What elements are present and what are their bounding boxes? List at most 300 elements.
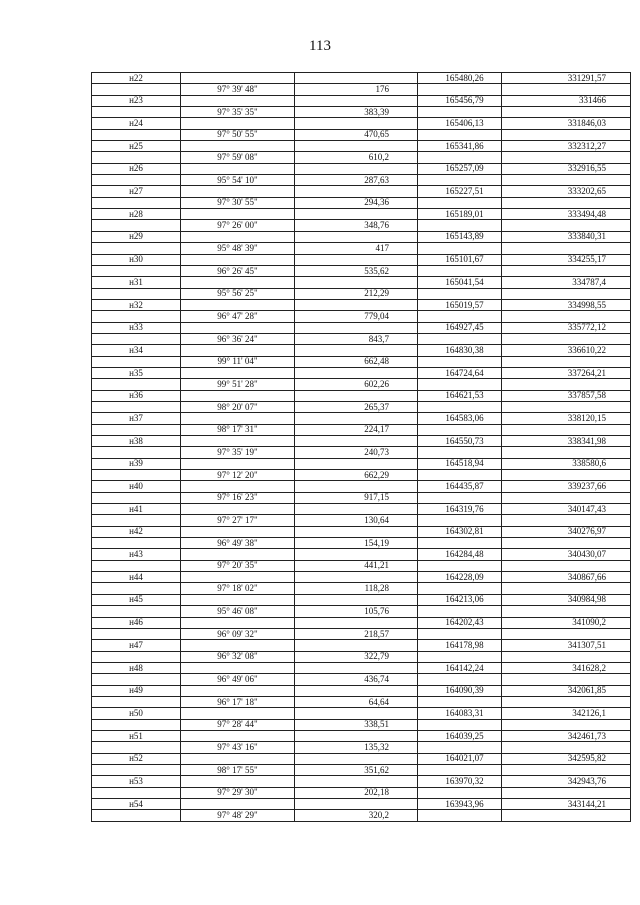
empty-cell — [181, 504, 295, 515]
empty-cell — [181, 345, 295, 356]
direction-angle: 97° 18' 02" — [181, 583, 295, 594]
empty-cell — [295, 776, 418, 787]
empty-cell — [418, 220, 502, 231]
empty-cell — [92, 787, 181, 798]
empty-cell — [418, 379, 502, 390]
point-row — [92, 413, 631, 424]
y-coordinate: 331466 — [502, 95, 631, 106]
direction-angle: 97° 43' 16" — [181, 742, 295, 753]
x-coordinate: 164550,73 — [418, 436, 502, 447]
empty-cell — [295, 572, 418, 583]
y-coordinate: 341628,2 — [502, 662, 631, 673]
point-name: н46 — [92, 617, 181, 628]
y-coordinate: 334998,55 — [502, 299, 631, 310]
empty-cell — [181, 73, 295, 84]
x-coordinate: 163943,96 — [418, 799, 502, 810]
point-row — [92, 254, 631, 265]
empty-cell — [181, 163, 295, 174]
point-name: н33 — [92, 322, 181, 333]
y-coordinate: 332312,27 — [502, 141, 631, 152]
empty-cell — [502, 379, 631, 390]
empty-cell — [92, 288, 181, 299]
direction-angle: 97° 12' 20" — [181, 470, 295, 481]
segment-row — [92, 764, 631, 775]
y-coordinate: 332916,55 — [502, 163, 631, 174]
empty-cell — [502, 538, 631, 549]
empty-cell — [92, 651, 181, 662]
empty-cell — [181, 254, 295, 265]
point-row — [92, 708, 631, 719]
empty-cell — [418, 674, 502, 685]
direction-angle: 97° 16' 23" — [181, 492, 295, 503]
point-name: н45 — [92, 594, 181, 605]
y-coordinate: 334787,4 — [502, 277, 631, 288]
empty-cell — [181, 186, 295, 197]
segment-row — [92, 628, 631, 639]
segment-row — [92, 719, 631, 730]
empty-cell — [502, 356, 631, 367]
empty-cell — [502, 492, 631, 503]
x-coordinate: 165227,51 — [418, 186, 502, 197]
point-name: н31 — [92, 277, 181, 288]
empty-cell — [418, 606, 502, 617]
point-name: н34 — [92, 345, 181, 356]
empty-cell — [295, 481, 418, 492]
empty-cell — [92, 333, 181, 344]
empty-cell — [92, 492, 181, 503]
y-coordinate: 340147,43 — [502, 504, 631, 515]
point-name: н40 — [92, 481, 181, 492]
empty-cell — [502, 401, 631, 412]
x-coordinate: 164213,06 — [418, 594, 502, 605]
empty-cell — [418, 129, 502, 140]
empty-cell — [502, 628, 631, 639]
empty-cell — [92, 538, 181, 549]
direction-angle: 95° 56' 25" — [181, 288, 295, 299]
empty-cell — [295, 118, 418, 129]
segment-row — [92, 197, 631, 208]
empty-cell — [92, 696, 181, 707]
empty-cell — [295, 617, 418, 628]
segment-row — [92, 243, 631, 254]
direction-angle: 99° 11' 04" — [181, 356, 295, 367]
empty-cell — [502, 651, 631, 662]
y-coordinate: 340276,97 — [502, 526, 631, 537]
x-coordinate: 165257,09 — [418, 163, 502, 174]
x-coordinate: 165456,79 — [418, 95, 502, 106]
segment-length: 348,76 — [295, 220, 418, 231]
segment-row — [92, 674, 631, 685]
empty-cell — [295, 231, 418, 242]
empty-cell — [418, 560, 502, 571]
empty-cell — [92, 311, 181, 322]
segment-row — [92, 742, 631, 753]
point-row — [92, 141, 631, 152]
direction-angle: 98° 20' 07" — [181, 401, 295, 412]
empty-cell — [181, 436, 295, 447]
direction-angle: 95° 48' 39" — [181, 243, 295, 254]
empty-cell — [181, 730, 295, 741]
empty-cell — [92, 583, 181, 594]
empty-cell — [92, 356, 181, 367]
table-body — [92, 73, 631, 822]
empty-cell — [502, 719, 631, 730]
segment-row — [92, 560, 631, 571]
point-name: н48 — [92, 662, 181, 673]
segment-row — [92, 424, 631, 435]
empty-cell — [295, 299, 418, 310]
segment-row — [92, 107, 631, 118]
segment-length: 351,62 — [295, 764, 418, 775]
empty-cell — [418, 787, 502, 798]
segment-length: 212,29 — [295, 288, 418, 299]
segment-length: 917,15 — [295, 492, 418, 503]
empty-cell — [502, 424, 631, 435]
empty-cell — [418, 583, 502, 594]
point-row — [92, 617, 631, 628]
x-coordinate: 164435,87 — [418, 481, 502, 492]
empty-cell — [502, 243, 631, 254]
point-name: н36 — [92, 390, 181, 401]
empty-cell — [295, 141, 418, 152]
direction-angle: 97° 35' 35" — [181, 107, 295, 118]
y-coordinate: 342595,82 — [502, 753, 631, 764]
direction-angle: 97° 20' 35" — [181, 560, 295, 571]
segment-row — [92, 84, 631, 95]
empty-cell — [92, 220, 181, 231]
empty-cell — [295, 367, 418, 378]
boundary-coordinates-table — [91, 72, 631, 822]
x-coordinate: 164178,98 — [418, 640, 502, 651]
empty-cell — [502, 742, 631, 753]
point-row — [92, 277, 631, 288]
y-coordinate: 342943,76 — [502, 776, 631, 787]
empty-cell — [181, 413, 295, 424]
empty-cell — [502, 197, 631, 208]
empty-cell — [92, 84, 181, 95]
empty-cell — [502, 175, 631, 186]
empty-cell — [295, 504, 418, 515]
y-coordinate: 339237,66 — [502, 481, 631, 492]
empty-cell — [92, 606, 181, 617]
point-name: н51 — [92, 730, 181, 741]
empty-cell — [92, 719, 181, 730]
empty-cell — [418, 742, 502, 753]
point-name: н32 — [92, 299, 181, 310]
x-coordinate: 164083,31 — [418, 708, 502, 719]
direction-angle: 96° 32' 08" — [181, 651, 295, 662]
empty-cell — [181, 776, 295, 787]
empty-cell — [92, 447, 181, 458]
segment-length: 320,2 — [295, 810, 418, 821]
empty-cell — [502, 764, 631, 775]
point-name: н26 — [92, 163, 181, 174]
empty-cell — [418, 265, 502, 276]
empty-cell — [502, 311, 631, 322]
empty-cell — [418, 288, 502, 299]
empty-cell — [418, 107, 502, 118]
direction-angle: 99° 51' 28" — [181, 379, 295, 390]
empty-cell — [418, 492, 502, 503]
direction-angle: 98° 17' 31" — [181, 424, 295, 435]
empty-cell — [92, 107, 181, 118]
point-name: н28 — [92, 209, 181, 220]
empty-cell — [502, 129, 631, 140]
segment-length: 154,19 — [295, 538, 418, 549]
segment-length: 294,36 — [295, 197, 418, 208]
empty-cell — [295, 594, 418, 605]
empty-cell — [295, 163, 418, 174]
empty-cell — [502, 107, 631, 118]
empty-cell — [181, 95, 295, 106]
empty-cell — [181, 753, 295, 764]
empty-cell — [418, 197, 502, 208]
segment-length: 610,2 — [295, 152, 418, 163]
y-coordinate: 331291,57 — [502, 73, 631, 84]
empty-cell — [502, 787, 631, 798]
empty-cell — [502, 674, 631, 685]
segment-length: 224,17 — [295, 424, 418, 435]
empty-cell — [418, 333, 502, 344]
y-coordinate: 341307,51 — [502, 640, 631, 651]
empty-cell — [295, 526, 418, 537]
y-coordinate: 333494,48 — [502, 209, 631, 220]
segment-length: 176 — [295, 84, 418, 95]
point-name: н35 — [92, 367, 181, 378]
empty-cell — [295, 322, 418, 333]
direction-angle: 98° 17' 55" — [181, 764, 295, 775]
point-name: н25 — [92, 141, 181, 152]
x-coordinate: 164021,07 — [418, 753, 502, 764]
empty-cell — [181, 617, 295, 628]
empty-cell — [181, 549, 295, 560]
empty-cell — [295, 73, 418, 84]
direction-angle: 95° 54' 10" — [181, 175, 295, 186]
point-row — [92, 95, 631, 106]
segment-length: 843,7 — [295, 333, 418, 344]
empty-cell — [295, 640, 418, 651]
point-row — [92, 322, 631, 333]
empty-cell — [295, 254, 418, 265]
empty-cell — [295, 277, 418, 288]
segment-length: 436,74 — [295, 674, 418, 685]
segment-row — [92, 787, 631, 798]
point-row — [92, 345, 631, 356]
direction-angle: 96° 49' 38" — [181, 538, 295, 549]
empty-cell — [181, 118, 295, 129]
empty-cell — [92, 628, 181, 639]
empty-cell — [181, 277, 295, 288]
segment-row — [92, 492, 631, 503]
empty-cell — [502, 333, 631, 344]
empty-cell — [92, 197, 181, 208]
empty-cell — [502, 606, 631, 617]
empty-cell — [181, 572, 295, 583]
point-name: н22 — [92, 73, 181, 84]
point-name: н49 — [92, 685, 181, 696]
empty-cell — [181, 594, 295, 605]
empty-cell — [418, 719, 502, 730]
segment-row — [92, 810, 631, 821]
empty-cell — [295, 685, 418, 696]
y-coordinate: 333202,65 — [502, 186, 631, 197]
empty-cell — [92, 152, 181, 163]
direction-angle: 96° 26' 45" — [181, 265, 295, 276]
direction-angle: 97° 35' 19" — [181, 447, 295, 458]
point-row — [92, 163, 631, 174]
x-coordinate: 164830,38 — [418, 345, 502, 356]
point-name: н41 — [92, 504, 181, 515]
direction-angle: 97° 29' 30" — [181, 787, 295, 798]
point-name: н37 — [92, 413, 181, 424]
x-coordinate: 164228,09 — [418, 572, 502, 583]
direction-angle: 95° 46' 08" — [181, 606, 295, 617]
empty-cell — [92, 810, 181, 821]
y-coordinate: 338341,98 — [502, 436, 631, 447]
segment-length: 470,65 — [295, 129, 418, 140]
empty-cell — [418, 401, 502, 412]
empty-cell — [502, 288, 631, 299]
empty-cell — [181, 526, 295, 537]
empty-cell — [502, 560, 631, 571]
empty-cell — [295, 708, 418, 719]
point-row — [92, 73, 631, 84]
x-coordinate: 164927,45 — [418, 322, 502, 333]
segment-row — [92, 175, 631, 186]
empty-cell — [181, 662, 295, 673]
segment-length: 322,79 — [295, 651, 418, 662]
direction-angle: 97° 59' 08" — [181, 152, 295, 163]
segment-length: 105,76 — [295, 606, 418, 617]
point-row — [92, 526, 631, 537]
empty-cell — [295, 799, 418, 810]
empty-cell — [295, 730, 418, 741]
y-coordinate: 342061,85 — [502, 685, 631, 696]
empty-cell — [502, 447, 631, 458]
empty-cell — [295, 458, 418, 469]
empty-cell — [295, 345, 418, 356]
point-row — [92, 594, 631, 605]
segment-length: 602,26 — [295, 379, 418, 390]
x-coordinate: 165189,01 — [418, 209, 502, 220]
segment-length: 130,64 — [295, 515, 418, 526]
segment-row — [92, 288, 631, 299]
x-coordinate: 164319,76 — [418, 504, 502, 515]
empty-cell — [181, 799, 295, 810]
segment-row — [92, 379, 631, 390]
empty-cell — [418, 243, 502, 254]
empty-cell — [502, 265, 631, 276]
y-coordinate: 340867,66 — [502, 572, 631, 583]
empty-cell — [92, 265, 181, 276]
segment-length: 240,73 — [295, 447, 418, 458]
direction-angle: 97° 27' 17" — [181, 515, 295, 526]
segment-length: 779,04 — [295, 311, 418, 322]
x-coordinate: 164142,24 — [418, 662, 502, 673]
empty-cell — [92, 764, 181, 775]
segment-length: 118,28 — [295, 583, 418, 594]
x-coordinate: 165143,89 — [418, 231, 502, 242]
segment-row — [92, 470, 631, 481]
empty-cell — [418, 356, 502, 367]
segment-row — [92, 401, 631, 412]
x-coordinate: 165480,26 — [418, 73, 502, 84]
empty-cell — [295, 209, 418, 220]
x-coordinate: 164284,48 — [418, 549, 502, 560]
segment-length: 662,48 — [295, 356, 418, 367]
empty-cell — [295, 95, 418, 106]
point-row — [92, 799, 631, 810]
x-coordinate: 164583,06 — [418, 413, 502, 424]
segment-length: 202,18 — [295, 787, 418, 798]
direction-angle: 97° 26' 00" — [181, 220, 295, 231]
segment-length: 218,57 — [295, 628, 418, 639]
empty-cell — [502, 220, 631, 231]
empty-cell — [295, 662, 418, 673]
empty-cell — [502, 152, 631, 163]
empty-cell — [92, 129, 181, 140]
empty-cell — [502, 470, 631, 481]
y-coordinate: 331846,03 — [502, 118, 631, 129]
point-row — [92, 776, 631, 787]
point-name: н27 — [92, 186, 181, 197]
empty-cell — [418, 810, 502, 821]
point-row — [92, 209, 631, 220]
empty-cell — [181, 209, 295, 220]
empty-cell — [181, 481, 295, 492]
empty-cell — [92, 243, 181, 254]
x-coordinate: 164724,64 — [418, 367, 502, 378]
direction-angle: 97° 48' 29" — [181, 810, 295, 821]
empty-cell — [181, 141, 295, 152]
empty-cell — [418, 628, 502, 639]
segment-row — [92, 311, 631, 322]
point-row — [92, 390, 631, 401]
x-coordinate: 164518,94 — [418, 458, 502, 469]
empty-cell — [295, 390, 418, 401]
empty-cell — [418, 764, 502, 775]
empty-cell — [92, 379, 181, 390]
y-coordinate: 337857,58 — [502, 390, 631, 401]
segment-length: 417 — [295, 243, 418, 254]
empty-cell — [418, 696, 502, 707]
point-row — [92, 640, 631, 651]
empty-cell — [181, 640, 295, 651]
empty-cell — [502, 84, 631, 95]
segment-row — [92, 356, 631, 367]
empty-cell — [418, 84, 502, 95]
direction-angle: 97° 39' 48" — [181, 84, 295, 95]
point-row — [92, 481, 631, 492]
x-coordinate: 165041,54 — [418, 277, 502, 288]
point-name: н38 — [92, 436, 181, 447]
point-row — [92, 549, 631, 560]
empty-cell — [418, 152, 502, 163]
direction-angle: 96° 17' 18" — [181, 696, 295, 707]
segment-length: 135,32 — [295, 742, 418, 753]
y-coordinate: 341090,2 — [502, 617, 631, 628]
segment-length: 64,64 — [295, 696, 418, 707]
point-row — [92, 685, 631, 696]
y-coordinate: 343144,21 — [502, 799, 631, 810]
empty-cell — [181, 458, 295, 469]
empty-cell — [502, 696, 631, 707]
point-name: н47 — [92, 640, 181, 651]
point-row — [92, 753, 631, 764]
segment-row — [92, 265, 631, 276]
segment-row — [92, 583, 631, 594]
point-name: н53 — [92, 776, 181, 787]
